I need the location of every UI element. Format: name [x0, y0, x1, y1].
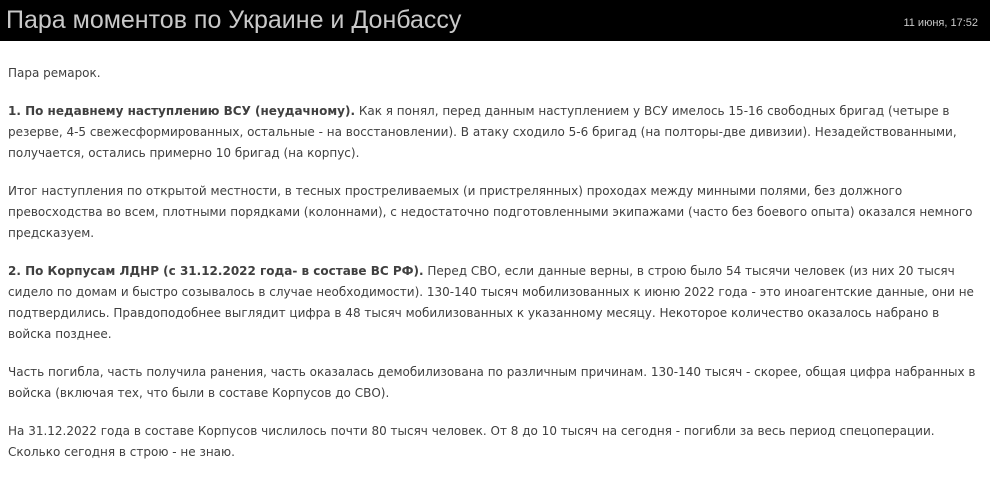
- point1-result-paragraph: [8, 181, 983, 244]
- post-header: [0, 0, 990, 41]
- point2-paragraph: [8, 261, 983, 345]
- point1-result-text: Итог наступления по открытой местности, в тесных простреливаемых (и пристрелянных) проходах между минными полями, без должного превосходства во всем, плотными порядками (колоннами), с недостаточно подготовленными экипажами (часто без боевого опыта) оказался немного предсказуем.: [8, 184, 973, 240]
- point1-paragraph: [8, 101, 983, 164]
- intro-paragraph: [8, 63, 983, 84]
- point2-current-text: На 31.12.2022 года в составе Корпусов числилось почти 80 тысяч человек. От 8 до 10 тысяч на сегодня - погибли за весь период спецоперации. Сколько сегодня в строю - не знаю.: [8, 424, 935, 459]
- post-date: 11 июня, 17:52: [903, 17, 978, 29]
- post-title: Пара моментов по Украине и Донбассу: [6, 6, 462, 34]
- point2-current-paragraph: [8, 421, 983, 463]
- point2-losses-text: Часть погибла, часть получила ранения, часть оказалась демобилизована по различным причинам. 130-140 тысяч - скорее, общая цифра набранных в войска (включая тех, что были в составе Корпусов до СВО).: [8, 365, 976, 400]
- point2-losses-paragraph: [8, 362, 983, 404]
- point2-heading: 2. По Корпусам ЛДНР (с 31.12.2022 года- в составе ВС РФ).: [8, 264, 424, 278]
- post-body: [8, 63, 983, 480]
- intro-text: Пара ремарок.: [8, 66, 101, 80]
- point1-heading: 1. По недавнему наступлению ВСУ (неудачному).: [8, 104, 355, 118]
- point2-text: Перед СВО, если данные верны, в строю было 54 тысячи человек (из них 20 тысяч сидело по домам и быстро созывалось в случае необходимости). 130-140 тысяч мобилизованных к июню 2022 года - это иноагентские данные, они не подтвердились. Правдоподобнее выглядит цифра в 48 тысяч мобилизованных к указанному месяцу. Некоторое количество оказалось набрано в войска позднее.: [8, 264, 974, 341]
- point1-text: Как я понял, перед данным наступлением у ВСУ имелось 15-16 свободных бригад (четыре в резерве, 4-5 свежесформированных, остальные - на восстановлении). В атаку сходило 5-6 бригад (на полторы-две дивизии). Незадействованными, получается, остались примерно 10 бригад (на корпус).: [8, 104, 957, 160]
